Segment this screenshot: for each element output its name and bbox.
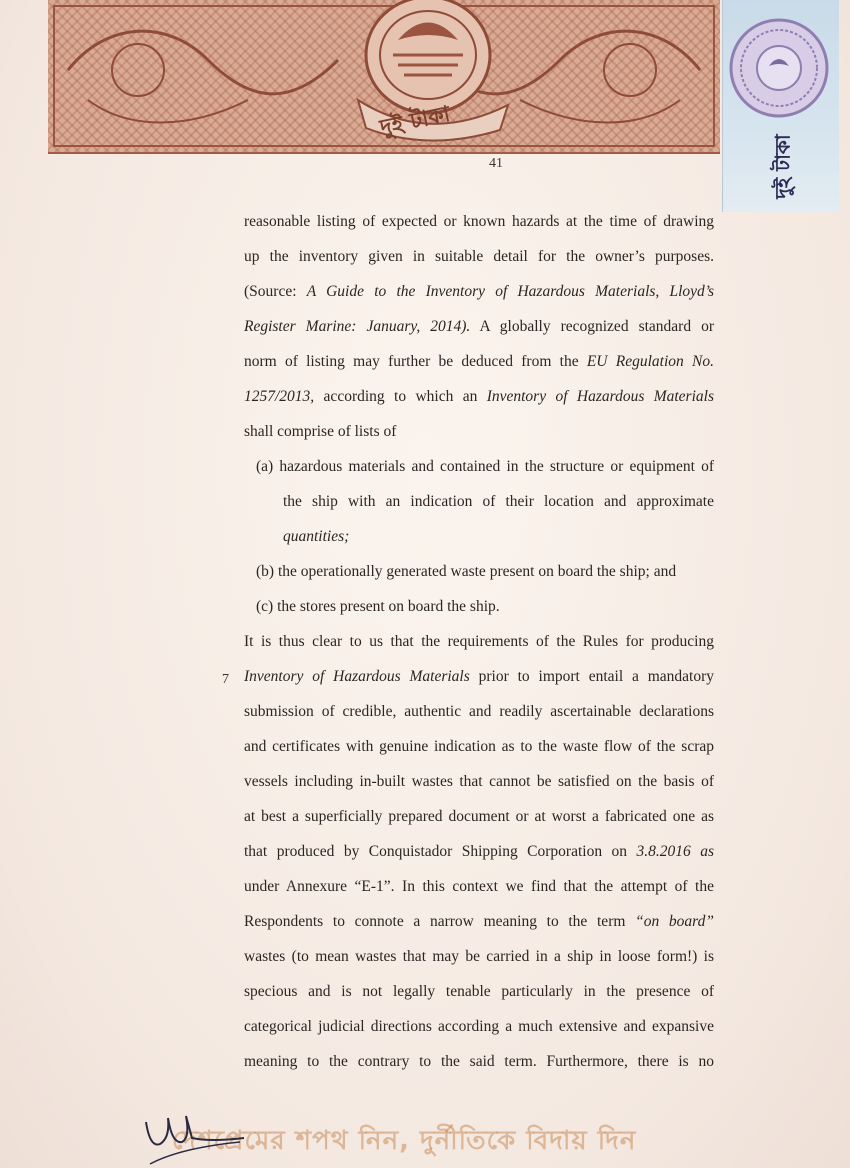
- regulation-citation: EU Regulation No.: [586, 353, 714, 370]
- text-line: and certificates with genuine indication as to the waste flow of the scrap: [244, 738, 714, 755]
- text-line: categorical judicial directions according a much extensive and expansive: [244, 1018, 714, 1035]
- text-line: under Annexure “E-1”. In this context we find that the attempt of the: [244, 878, 714, 895]
- text-line: submission of credible, authentic and readily ascertainable declarations: [244, 703, 714, 720]
- text-line: (a) hazardous materials and contained in the structure or equipment of: [256, 458, 714, 475]
- inventory-term: Inventory of Hazardous Materials: [486, 388, 714, 405]
- source-label: (Source:: [244, 283, 307, 300]
- text-fragment: norm of listing may further be deduced from the: [244, 353, 587, 370]
- text-line: at best a superficially prepared document or at worst a fabricated one as: [244, 808, 714, 825]
- text-fragment: that produced by Conquistador Shipping Corporation on: [244, 843, 637, 860]
- stamp-paper-motto: দেশপ্রেমের শপথ নিন, দুর্নীতিকে বিদায় দিন: [172, 1126, 637, 1156]
- text-line: It is thus clear to us that the requirements of the Rules for producing: [244, 633, 714, 650]
- adhesive-stamp: [722, 0, 839, 212]
- text-line: (c) the stores present on board the ship.: [256, 598, 500, 615]
- list-item-c: [256, 589, 714, 624]
- text-line: reasonable listing of expected or known hazards at the time of drawing: [244, 213, 714, 230]
- text-line: [244, 379, 714, 414]
- text-fragment: Respondents to connote a narrow meaning to the term: [244, 913, 636, 930]
- text-line: meaning to the contrary to the said term. Furthermore, there is no: [244, 1053, 714, 1070]
- date-reference: 3.8.2016 as: [636, 843, 714, 860]
- list-item-a: [256, 449, 714, 554]
- judgment-body: [244, 204, 714, 1079]
- text-line: shall comprise of lists of: [244, 423, 397, 440]
- text-line: [244, 309, 714, 344]
- text-line: specious and is not legally tenable particularly in the presence of: [244, 983, 714, 1000]
- text-line: [244, 659, 714, 694]
- revenue-stamp-header: [48, 0, 720, 154]
- text-line: [244, 834, 714, 869]
- text-line: up the inventory given in suitable detail for the owner’s purposes.: [244, 248, 714, 265]
- source-citation-end: Register Marine: January, 2014).: [244, 318, 471, 335]
- text-line: (b) the operationally generated waste present on board the ship; and: [256, 563, 677, 580]
- paragraph-requirements: [244, 624, 714, 1079]
- text-fragment: A globally recognized standard or: [470, 318, 714, 335]
- text-line: [256, 519, 714, 554]
- quantities-term: quantities;: [283, 528, 350, 545]
- paragraph-inventory-standards: [244, 204, 714, 449]
- margin-mark: 7: [222, 672, 229, 687]
- text-line: [244, 274, 714, 309]
- text-fragment: according to which an: [314, 388, 487, 405]
- source-citation: A Guide to the Inventory of Hazardous Materials, Lloyd’s: [306, 283, 714, 300]
- side-stamp-value-text: দুই টাকা: [770, 134, 795, 199]
- stamp-value-text: দুই টাকা: [377, 101, 453, 142]
- text-line: [244, 344, 714, 379]
- regulation-number: 1257/2013,: [244, 388, 315, 405]
- text-line: vessels including in-built wastes that cannot be satisfied on the basis of: [244, 773, 714, 790]
- signature-icon: [140, 1108, 250, 1168]
- page-number: 41: [489, 156, 503, 171]
- text-line: wastes (to mean wastes that may be carried in a ship in loose form!) is: [244, 948, 714, 965]
- text-line: the ship with an indication of their location and approximate: [283, 493, 714, 510]
- on-board-term: “on board”: [635, 913, 714, 930]
- list-item-b: [256, 554, 714, 589]
- text-line: [244, 904, 714, 939]
- text-fragment: prior to import entail a mandatory: [469, 668, 715, 685]
- inventory-term: Inventory of Hazardous Materials: [244, 668, 470, 685]
